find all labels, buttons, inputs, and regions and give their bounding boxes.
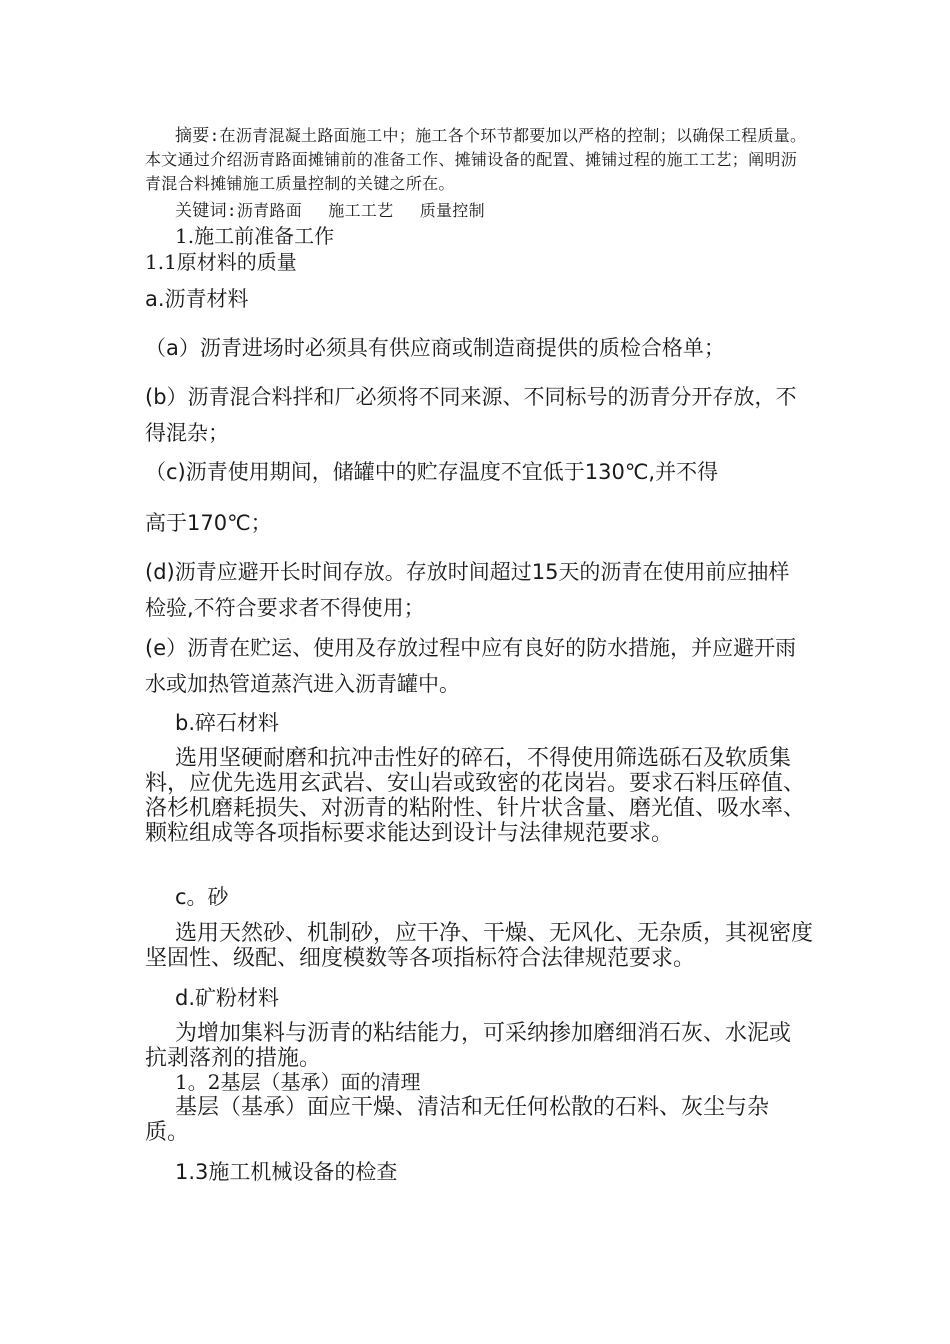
asphalt-item-a: （a）沥青进场时必须具有供应商或制造商提供的质检合格单； [145,336,725,360]
asphalt-item-e: (e）沥青在贮运、使用及存放过程中应有良好的防水措施，并应避开雨水或加热管道蒸汽进入沥青罐中。 [145,636,797,696]
asphalt-item-b: (b）沥青混合料拌和厂必须将不同来源、不同标号的沥青分开存放，不得混杂； [145,385,797,445]
item-heading-mineral: d.矿粉材料 [175,986,280,1010]
keywords-label: 关键词 [175,201,227,221]
subsection-heading-1-3: 1.3施工机械设备的检查 [175,1160,398,1184]
keywords [145,199,810,223]
asphalt-item-c-line1: （c)沥青使用期间，储罐中的贮存温度不宜低于130℃,并不得 [145,460,719,484]
item-heading-sand: c。砂 [175,885,229,909]
base-paragraph: 基层（基承）面应干燥、清洁和无任何松散的石料、灰尘与杂质。 [145,1095,770,1145]
gravel-paragraph: 选用坚硬耐磨和抗冲击性好的碎石，不得使用筛选砾石及软质集料，应优先选用玄武岩、安山岩或致密的花岗岩。要求石料压碎值、洛杉机磨耗损失、对沥青的粘附性、针片状含量、磨光值、吸水率、颗粒组成等各项指标要求能达到设计与法律规范要求。 [145,746,806,846]
subsection-heading-1-2: 1。2基层（基承）面的清理 [175,1070,421,1094]
section-heading-1: 1.施工前准备工作 [175,224,335,248]
keywords-text: :沥青路面 施工工艺 质量控制 [226,201,485,220]
subsection-heading-1-1: 1.1原材料的质量 [145,250,297,274]
abstract [145,124,810,196]
mineral-paragraph: 为增加集料与沥青的粘结能力，可采纳掺加磨细消石灰、水泥或抗剥落剂的措施。 [145,1021,792,1071]
asphalt-item-c-line2: 高于170℃； [145,511,272,535]
abstract-label: 摘要 [175,126,210,146]
item-heading-gravel: b.碎石材料 [175,711,280,735]
item-heading-asphalt: a.沥青材料 [145,287,249,311]
asphalt-item-d: (d)沥青应避开长时间存放。存放时间超过15天的沥青在使用前应抽样检验,不符合要求者不得使用； [145,560,790,620]
abstract-text: :在沥青混凝土路面施工中；施工各个环节都要加以严格的控制；以确保工程质量。本文通过介绍沥青路面摊铺前的准备工作、摊铺设备的配置、摊铺过程的施工工艺；阐明沥青混合料摊铺施工质量控制的关键之所在。 [145,126,807,193]
sand-paragraph: 选用天然砂、机制砂，应干净、干燥、无风化、无杂质，其视密度坚固性、级配、细度模数等各项指标符合法律规范要求。 [145,921,814,971]
